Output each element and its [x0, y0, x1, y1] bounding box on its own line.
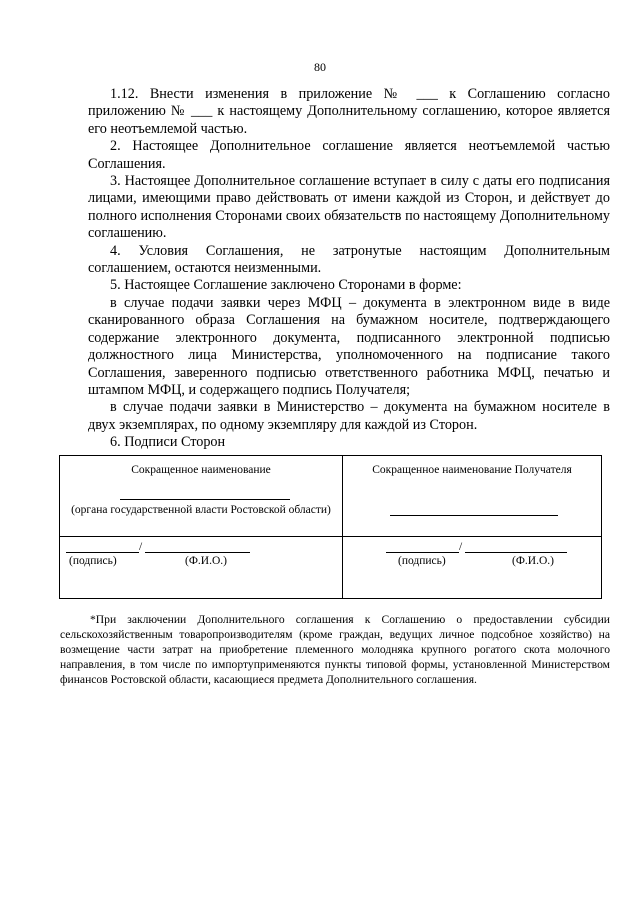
left-separator: / — [139, 541, 143, 553]
right-party-header: Сокращенное наименование Получателя — [372, 464, 572, 476]
paragraph-3: 3. Настоящее Дополнительное соглашение вступает в силу с даты его подписания лицами, имеющими право действовать от имени каждой из Сторон, и действует до полного исполнения Сторонами своих обязательств по настоящему Дополнительному соглашению. — [88, 173, 610, 242]
paragraph-mfc: в случае подачи заявки через МФЦ – документа в электронном виде в виде сканированного образа Соглашения на бумажном носителе, подтверждающего содержание электронного документа, подписанного электронной подписью должностного лица Министерства, уполномоченного на подписание такого Соглашения, заверенного подписью ответственного работника МФЦ, печатью и штампом МФЦ, и содержащего подпись Получателя; — [88, 294, 610, 398]
page-number: 80 — [314, 60, 326, 74]
paragraph-6: 6. Подписи Сторон — [110, 434, 226, 451]
footnote: *При заключении Дополнительного соглашения к Соглашению о предоставлении субсидии сельскохозяйственным товаропроизводителям (кроме граждан, ведущих личное подсобное хозяйство) на возмещение части затрат на приобретение племенного молодняка крупного рогатого скота молочного направления, в том числе по импортуприменяются пункты типовой формы, установленной Министерством финансов Ростовской области, касающиеся предмета Дополнительного соглашения. — [60, 613, 610, 686]
signature-table — [59, 455, 602, 599]
left-fio-label: (Ф.И.О.) — [185, 555, 227, 567]
paragraph-2: 2. Настоящее Дополнительное соглашение является неотъемлемой частью Соглашения. — [88, 138, 610, 172]
left-name-line — [120, 499, 290, 500]
left-party-subtitle: (органа государственной власти Ростовской области) — [71, 504, 331, 516]
right-name-line — [390, 515, 558, 516]
right-separator: / — [459, 541, 463, 553]
paragraph-4: 4. Условия Соглашения, не затронутые настоящим Дополнительным соглашением, остаются неизменными. — [88, 242, 610, 277]
right-fio-line — [465, 552, 567, 553]
paragraph-5: 5. Настоящее Соглашение заключено Сторонами в форме: — [110, 277, 462, 294]
left-party-header: Сокращенное наименование — [131, 464, 271, 476]
table-divider-horizontal — [60, 536, 601, 537]
paragraph-ministry: в случае подачи заявки в Министерство – документа на бумажном носителе в двух экземплярах, по одному экземпляру для каждой из Сторон. — [88, 399, 610, 433]
paragraph-1-12: 1.12. Внести изменения в приложение № ___ к Соглашению согласно приложению № ___ к настоящему Дополнительному соглашению, которое является его неотъемлемой частью. — [88, 86, 610, 137]
table-divider-vertical — [342, 456, 343, 598]
left-signature-label: (подпись) — [69, 555, 117, 567]
right-signature-label: (подпись) — [398, 555, 446, 567]
right-fio-label: (Ф.И.О.) — [512, 555, 554, 567]
left-fio-line — [145, 552, 250, 553]
right-signature-line — [386, 552, 459, 553]
document-body — [88, 86, 610, 452]
left-signature-line — [66, 552, 139, 553]
